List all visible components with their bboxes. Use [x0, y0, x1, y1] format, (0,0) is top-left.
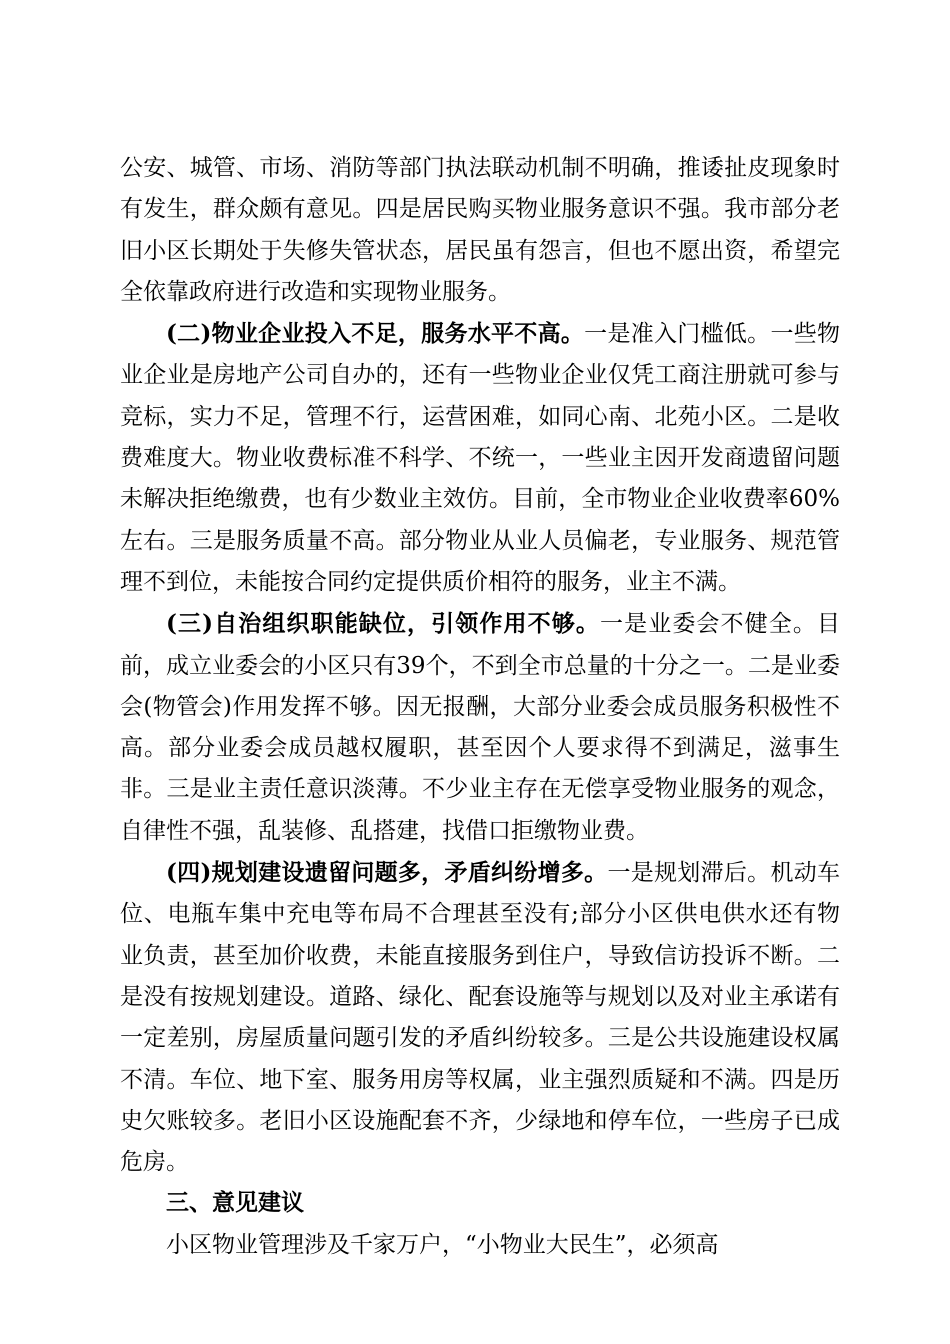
paragraph-text: 小区物业管理涉及千家万户，“小物业大民生”，必须高 [166, 1231, 719, 1258]
paragraph-recommendations-intro [120, 1225, 840, 1266]
paragraph-planning-issues [120, 852, 840, 1183]
paragraph-text: 一是准入门槛低。一些物业企业是房地产公司自办的，还有一些物业企业仅凭工商注册就可参与竞标，实力不足，管理不行，运营困难，如同心南、北苑小区。二是收费难度大。物业收费标准不科学、不统一，一些业主因开发商遗留问题未解决拒绝缴费，也有少数业主效仿。目前，全市物业企业收费率60%左右。三是服务质量不高。部分物业从业人员偏老，专业服务、规范管理不到位，未能按合同约定提供质价相符的服务，业主不满。 [120, 321, 841, 595]
paragraph-lead: (三)自治组织职能缺位，引领作用不够。 [166, 610, 600, 638]
paragraph-text: 公安、城管、市场、消防等部门执法联动机制不明确，推诿扯皮现象时有发生，群众颇有意见。四是居民购买物业服务意识不强。我市部分老旧小区长期处于失修失管状态，居民虽有怨言，但也不愿出资，希望完全依靠政府进行改造和实现物业服务。 [120, 155, 840, 305]
paragraph-self-governance [120, 603, 840, 852]
paragraph-text: 一是业委会不健全。目前，成立业委会的小区只有39个，不到全市总量的十分之一。二是业委会(物管会)作用发挥不够。因无报酬，大部分业委会成员服务积极性不高。部分业委会成员越权履职，甚至因个人要求得不到满足，滋事生非。三是业主责任意识淡薄。不少业主存在无偿享受物业服务的观念，自律性不强，乱装修、乱搭建，找借口拒缴物业费。 [120, 611, 841, 844]
document-body [120, 148, 840, 1266]
paragraph-property-enterprises [120, 313, 840, 603]
paragraph-text: 一是规划滞后。机动车位、电瓶车集中充电等布局不合理甚至没有;部分小区供电供水还有物业负责，甚至加价收费，未能直接服务到住户，导致信访投诉不断。二是没有按规划建设。道路、绿化、配套设施等与规划以及对业主承诺有一定差别，房屋质量问题引发的矛盾纠纷较多。三是公共设施建设权属不清。车位、地下室、服务用房等权属，业主强烈质疑和不满。四是历史欠账较多。老旧小区设施配套不齐，少绿地和停车位，一些房子已成危房。 [120, 860, 841, 1176]
paragraph-lead: (四)规划建设遗留问题多，矛盾纠纷增多。 [166, 859, 608, 887]
paragraph-enforcement-issues [120, 148, 840, 313]
section-heading: 三、意见建议 [166, 1190, 304, 1217]
paragraph-lead: (二)物业企业投入不足，服务水平不高。 [166, 320, 585, 348]
